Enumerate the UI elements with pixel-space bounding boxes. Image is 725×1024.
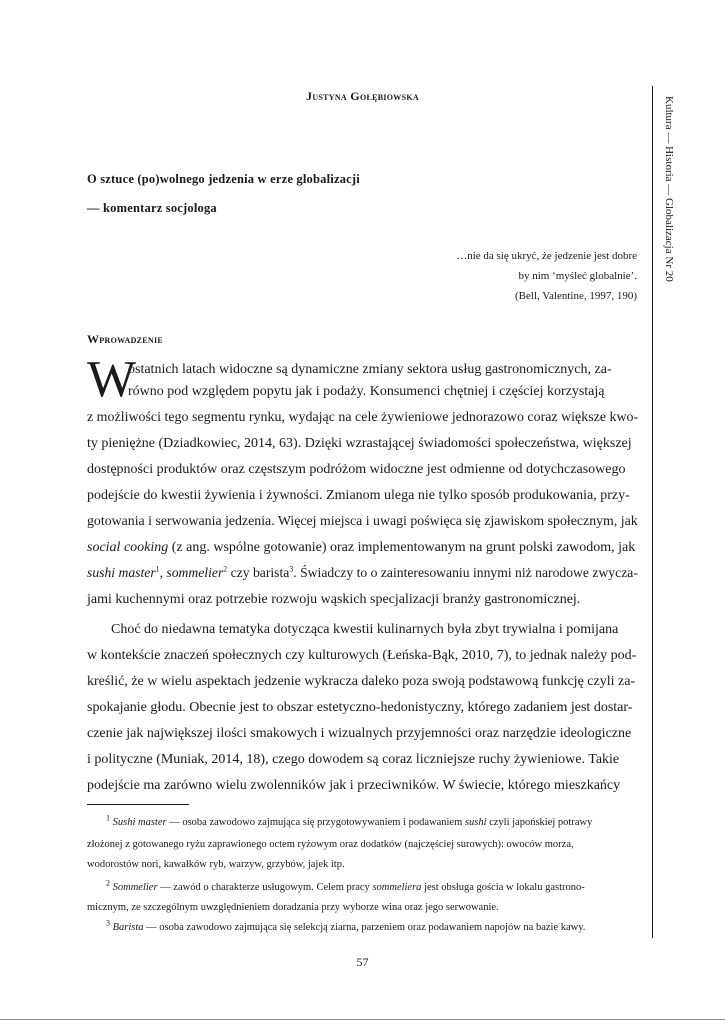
- footnote-ref: 3: [289, 564, 294, 574]
- footnote-2: [106, 878, 585, 895]
- italic-term: social cooking: [87, 540, 169, 555]
- body-line: [87, 538, 635, 558]
- body-line: [87, 564, 638, 584]
- body-line: dostępności produktów oraz częstszym podróżom widoczne jest odmienne od dotychczasowego: [87, 462, 626, 477]
- body-line: spokajanie głodu. Obecnie jest to obszar estetyczno-hedonistyczny, którego zadaniem jest dostar-: [87, 700, 633, 715]
- body-line: ty pieniężne (Dziadkowiec, 2014, 63). Dzięki wzrastającej świadomości społeczeństwa, większej: [87, 436, 632, 451]
- footnote-line: micznym, ze szczególnym uwzględnieniem doradzania przy wyborze wina oraz jego serwowanie.: [87, 902, 499, 913]
- italic-term: sushi master: [87, 566, 156, 581]
- body-text: ,: [159, 566, 167, 581]
- epigraph-line: …nie da się ukryć, że jedzenie jest dobre: [456, 250, 637, 262]
- body-line: ostatnich latach widoczne są dynamiczne zmiany sektora usług gastronomicznych, za-: [128, 362, 612, 377]
- footnote-1: [106, 813, 593, 830]
- page-number: 57: [356, 955, 369, 969]
- article-subtitle: — komentarz socjologa: [87, 201, 217, 215]
- author-name: Justyna Gołębiowska: [306, 89, 419, 103]
- epigraph-citation: (Bell, Valentine, 1997, 190): [515, 290, 637, 302]
- body-line: podejście do kwestii żywienia i żywności. Zmianom ulega nie tylko sposób produkowania, przy-: [87, 488, 630, 503]
- footnote-text: — zawód o charakterze usługowym. Celem pracy: [157, 882, 373, 893]
- body-line: Choć do niedawna tematyka dotycząca kwestii kulinarnych była zbyt trywialna i pomijana: [111, 622, 619, 637]
- body-text: (z ang. wspólne gotowanie) oraz implementowanym na grunt polski zawodom, jak: [168, 540, 636, 555]
- epigraph-line: by nim ‘myśleć globalnie’.: [518, 270, 637, 282]
- italic-term: sommelier: [166, 566, 224, 581]
- page-bottom-edge: [0, 1019, 725, 1020]
- article-title: O sztuce (po)wolnego jedzenia w erze globalizacji: [87, 172, 360, 186]
- footnote-text: czyli japońskiej potrawy: [486, 817, 593, 828]
- body-line: kreślić, że w wielu aspektach jedzenie wykracza daleko poza swoją podstawową funkcję czyli za-: [87, 674, 636, 689]
- footnote-3: [106, 918, 586, 935]
- footnote-line: wodorostów nori, kawałków ryb, warzyw, grzybów, jajek itp.: [87, 859, 345, 870]
- body-line: podejście ma zarówno wielu zwolenników jak i przeciwników. W świecie, którego mieszkańcy: [87, 778, 621, 793]
- body-line: gotowania i serwowania jedzenia. Więcej miejsca i uwagi poświęca się zjawiskom społecznym, jak: [87, 514, 638, 529]
- footnote-italic: sommeliera: [372, 882, 422, 893]
- footnote-term: Barista: [112, 922, 144, 933]
- body-line: równo pod względem popytu jak i podaży. Konsumenci chętniej i częściej korzystają: [128, 384, 605, 399]
- footnote-ref: 1: [155, 564, 160, 574]
- body-text: . Świadczy to o zainteresowaniu innymi niż narodowe zwycza-: [293, 566, 638, 581]
- running-head: Kultura — Historia — Globalizacja Nr 20: [663, 96, 675, 282]
- body-text: czy barista: [227, 566, 290, 581]
- footnote-text: — osoba zawodowo zajmująca się przygotowywaniem i podawaniem: [166, 817, 465, 828]
- footnote-term: Sommelier: [112, 882, 158, 893]
- footnote-number: 2: [106, 878, 110, 888]
- footnote-line: złożonej z gotowanego ryżu zaprawionego octem ryżowym oraz dodatków (najczęściej surowych): owoców morza,: [87, 839, 574, 850]
- body-line: jami kuchennymi oraz potrzebie rozwoju wąskich specjalizacji branży gastronomicznej.: [87, 592, 581, 607]
- footnote-term: Sushi master: [112, 817, 167, 828]
- body-line: z możliwości tego segmentu rynku, wydając na cele żywieniowe jednorazowo coraz większe kwo-: [87, 410, 639, 425]
- section-heading: Wprowadzenie: [87, 332, 164, 346]
- drop-cap: W: [87, 351, 137, 408]
- footnote-text: — osoba zawodowo zajmująca się selekcją ziarna, parzeniem oraz podawaniem napojów na bazie kawy.: [143, 922, 586, 933]
- footnote-text: jest obsługa gościa w lokalu gastrono-: [421, 882, 585, 893]
- body-line: i polityczne (Muniak, 2014, 18), czego dowodem są coraz liczniejsze ruchy żywieniowe. Takie: [87, 752, 620, 767]
- margin-rule: [652, 86, 653, 938]
- footnote-italic: sushi: [464, 817, 487, 828]
- footnote-number: 3: [106, 918, 110, 928]
- body-line: w kontekście znaczeń społecznych czy kulturowych (Łeńska-Bąk, 2010, 7), to jednak należy pod-: [87, 648, 637, 663]
- body-line: czenie jak największej ilości smakowych i wizualnych przyjemności oraz narzędzie ideologiczne: [87, 726, 632, 741]
- footnote-ref: 2: [223, 564, 228, 574]
- footnote-number: 1: [106, 813, 110, 823]
- footnote-rule: [87, 804, 189, 805]
